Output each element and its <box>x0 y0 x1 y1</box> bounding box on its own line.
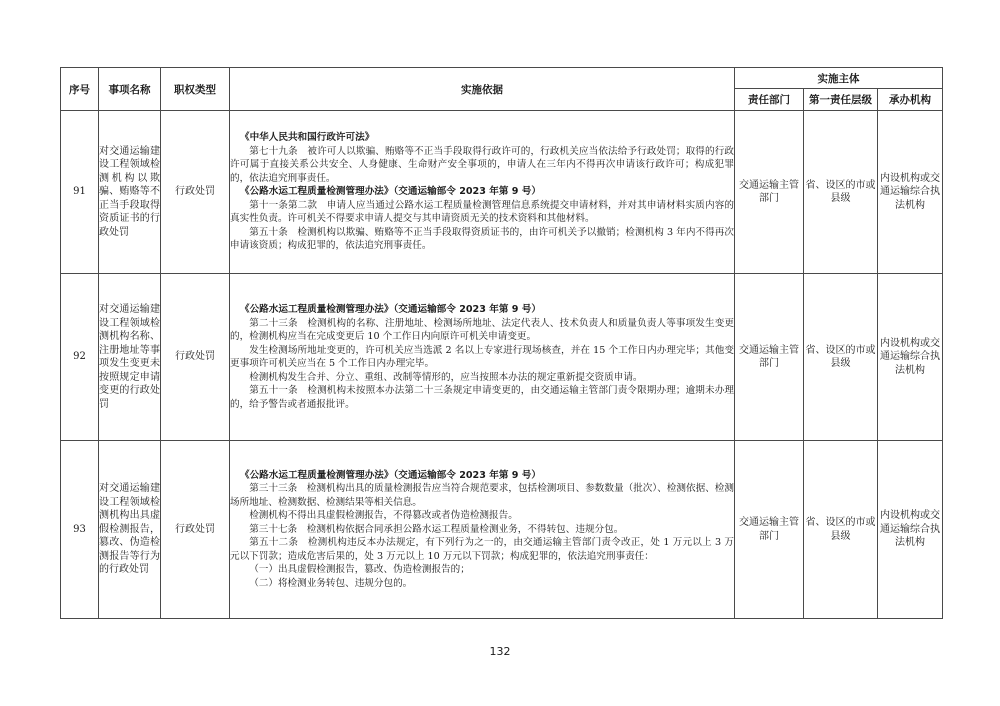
basis-paragraph: 检测机构发生合并、分立、重组、改制等情形的，应当按照本办法的规定重新提交资质申请。 <box>249 371 643 383</box>
header-dept: 责任部门 <box>735 89 804 111</box>
cell-seq: 93 <box>61 441 99 619</box>
basis-paragraph: 第五十一条 检测机构未按照本办法第二十三条规定申请变更的，由交通运输主管部门责令限期办理；逾期未办理的，给予警告或者通报批评。 <box>230 385 734 410</box>
cell-seq: 92 <box>61 274 99 441</box>
header-level: 第一责任层级 <box>804 89 878 111</box>
cell-dept: 交通运输主管部门 <box>735 441 804 619</box>
basis-paragraph: 第三十七条 检测机构依据合同承担公路水运工程质量检测业务，不得转包、违规分包。 <box>249 523 624 535</box>
basis-list-item: （一）出具虚假检测报告，篡改、伪造检测报告的； <box>249 564 470 576</box>
table-row <box>61 441 943 619</box>
cell-power-type: 行政处罚 <box>161 111 230 274</box>
basis-paragraph: 检测机构不得出具虚假检测报告，不得篡改或者伪造检测报告。 <box>249 510 518 522</box>
cell-item-name: 对交通运输建设工程领域检测机构出具虚假检测报告，篡改、伪造检测报告等行为的行政处罚 <box>99 441 161 619</box>
cell-power-type: 行政处罚 <box>161 274 230 441</box>
header-seq: 序号 <box>61 68 99 111</box>
cell-seq: 91 <box>61 111 99 274</box>
cell-org: 内设机构或交通运输综合执法机构 <box>878 274 943 441</box>
table-row <box>61 274 943 441</box>
cell-dept: 交通运输主管部门 <box>735 274 804 441</box>
cell-item-name: 对交通运输建设工程领域检测机构以欺骗、贿赂等不正当手段取得资质证书的行政处罚 <box>99 111 161 274</box>
cell-basis <box>230 111 735 274</box>
header-item-name: 事项名称 <box>99 68 161 111</box>
cell-item-name: 对交通运输建设工程领域检测机构名称、注册地址等事项发生变更未按照规定申请变更的行政处罚 <box>99 274 161 441</box>
header-power-type: 职权类型 <box>161 68 230 111</box>
header-basis: 实施依据 <box>230 68 735 111</box>
law-title: 《公路水运工程质量检测管理办法》（交通运输部令 2023 年第 9 号） <box>240 469 541 481</box>
basis-paragraph: 第五十二条 检测机构违反本办法规定，有下列行为之一的，由交通运输主管部门责令改正，处 1 万元以上 3 万元以下罚款；造成危害后果的，处 3 万元以上 10 万元以下罚款；构成犯罪的，依法追究刑事责任： <box>230 537 734 562</box>
basis-paragraph: 发生检测场所地址变更的，许可机关应当选派 2 名以上专家进行现场核查，并在 15 个工作日内办理完毕；其他变更事项许可机关应当在 5 个工作日内办理完毕。 <box>230 344 734 369</box>
law-title: 《公路水运工程质量检测管理办法》（交通运输部令 2023 年第 9 号） <box>240 304 541 315</box>
page-number: 132 <box>489 645 511 658</box>
basis-list-item: （二）将检测业务转包、违规分包的。 <box>249 577 413 589</box>
cell-org: 内设机构或交通运输综合执法机构 <box>878 111 943 274</box>
basis-paragraph: 第二十三条 检测机构的名称、注册地址、检测场所地址、法定代表人、技术负责人和质量负责人等事项发生变更的，检测机构应当在完成变更后 10 个工作日内向原许可机关申请变更。 <box>230 317 734 342</box>
cell-level: 省、设区的市或县级 <box>804 274 878 441</box>
cell-level: 省、设区的市或县级 <box>804 441 878 619</box>
cell-basis <box>230 274 735 441</box>
basis-paragraph: 第十一条第二款 申请人应当通过公路水运工程质量检测管理信息系统提交申请材料，并对其申请材料实质内容的真实性负责。许可机关不得要求申请人提交与其申请资质无关的技术资料和其他材料。 <box>230 199 734 225</box>
cell-level: 省、设区的市或县级 <box>804 111 878 274</box>
cell-dept: 交通运输主管部门 <box>735 111 804 274</box>
header-org: 承办机构 <box>878 89 943 111</box>
header-subject: 实施主体 <box>735 68 943 89</box>
table-row <box>61 111 943 274</box>
cell-org: 内设机构或交通运输综合执法机构 <box>878 441 943 619</box>
cell-basis <box>230 441 735 619</box>
law-title: 《中华人民共和国行政许可法》 <box>240 132 375 144</box>
enforcement-items-table <box>60 67 943 619</box>
basis-paragraph: 第七十九条 被许可人以欺骗、贿赂等不正当手段取得行政许可的，行政机关应当依法给予行政处罚；取得的行政许可属于直接关系公共安全、人身健康、生命财产安全事项的，申请人在三年内不得再次申请该行政许可；构成犯罪的，依法追究刑事责任。 <box>230 145 734 184</box>
law-title: 《公路水运工程质量检测管理办法》（交通运输部令 2023 年第 9 号） <box>240 186 541 198</box>
basis-paragraph: 第三十三条 检测机构出具的质量检测报告应当符合规范要求，包括检测项目、参数数量（批次）、检测依据、检测场所地址、检测数据、检测结果等相关信息。 <box>230 483 734 508</box>
cell-power-type: 行政处罚 <box>161 441 230 619</box>
basis-paragraph: 第五十条 检测机构以欺骗、贿赂等不正当手段取得资质证书的，由许可机关予以撤销；检测机构 3 年内不得再次申请该资质；构成犯罪的，依法追究刑事责任。 <box>230 226 734 252</box>
